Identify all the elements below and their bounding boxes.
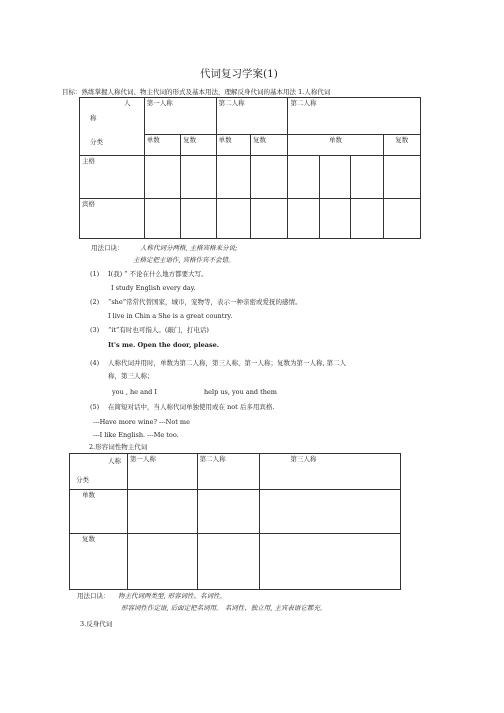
row-label-plural: 复数 [70,534,128,590]
corner-header [70,454,128,490]
table-cell [181,156,216,199]
table-cell [383,199,420,239]
rule-number: (5) [90,403,100,411]
rule-text: 人称代词并用时，单数为第二人称，第三人称，第一人称；复数为第一人称, 第二人 [108,359,347,367]
table-cell [144,199,180,239]
usage-line1: 人称代词分两格, 主格宾格来分说; [140,244,238,252]
table-cell [260,490,401,534]
table-cell [197,534,260,590]
corner-bottom-label: 分类 [90,138,103,146]
rule-number: (2) [90,298,100,306]
header-singular: 单数 [288,135,383,156]
possessive-adjective-table [69,453,401,590]
table-cell [216,199,250,239]
usage2-label: 用法口诀： [77,592,110,600]
header-person1: 第一人称 [144,98,216,135]
table-cell [144,156,180,199]
table-cell [127,534,197,590]
header-person3: 第三人称 [260,454,401,490]
usage-label: 用法口诀： [91,244,124,252]
rule-text: 在简短对话中，当人称代词单独使用或在 not 后多用宾格. [108,403,275,411]
rule-example-b: help us, you and them [204,388,277,396]
rule-number: (1) [90,270,100,278]
table-cell [319,199,350,239]
table-cell [288,156,319,199]
usage2-line2: 形容词性作定语, 后面定把名词用。 名词性、独立用, 主宾表语它都充。 [121,604,327,612]
usage-line2: 主格定把主语作, 宾格作宾不会错。 [133,256,235,264]
rule-text-continued: 称，第三人称； [108,372,154,380]
rule-text: I(我) ” 不论在什么地方都要大写。 [108,270,208,278]
rule-text: “it”有时也可指人。(敲门，打电话) [108,326,209,334]
header-singular: 单数 [144,135,180,156]
rule-example: It's me. Open the door, please. [108,341,220,349]
usage2-line1: 物主代词两类型, 形容词性、名词性。 [118,592,227,600]
table-cell [197,490,260,534]
rule-example: I live in Chin a She is a great country. [108,312,233,320]
objective-text: 目标：熟练掌握人称代词、物主代词的形式及基本用法，理解反身代词的基本用法 1.人称代词 [62,88,331,96]
dialog-line: ---I like English. ---Me too. [93,431,179,439]
corner-header [80,98,145,156]
table-cell [351,156,383,199]
table-cell [260,534,401,590]
table-cell [216,156,250,199]
table-cell [251,156,288,199]
section-heading: 2.形容词性物主代词 [89,443,148,451]
header-person1: 第一人称 [127,454,197,490]
table-cell [251,199,288,239]
table-cell [319,156,350,199]
rule-example-a: you , he and I [112,388,157,396]
table-cell [351,199,383,239]
table-cell [181,199,216,239]
table-cell [288,199,319,239]
table-cell [383,156,420,199]
dialog-line: ---Have more wine? ---Not me [93,418,190,426]
header-person3: 第二人称 [288,98,421,135]
corner-bottom-label: 分类 [76,476,89,484]
rule-example: I study English every day. [111,284,196,292]
row-label-subject: 主格 [80,156,145,199]
header-plural: 复数 [383,135,420,156]
table-cell [127,490,197,534]
rule-number: (3) [90,326,100,334]
section-heading: 3.反身代词 [80,620,113,628]
header-singular: 单数 [216,135,250,156]
header-plural: 复数 [251,135,288,156]
corner-mid-label: 称 [90,114,97,122]
rule-number: (4) [90,359,100,367]
corner-top-label: 人 [124,99,131,107]
header-person2: 第二人称 [197,454,260,490]
page-title: 代词复习学案(1) [200,68,278,80]
corner-top-label: 人称 [108,457,121,465]
personal-pronoun-table [79,97,421,239]
row-label-singular: 单数 [70,490,128,534]
header-plural: 复数 [181,135,216,156]
header-person2: 第二人称 [216,98,288,135]
row-label-object: 宾格 [80,199,145,239]
rule-text: “she”常常代替国家，城市，宠物等，表示一种亲密或爱抚的感情。 [108,298,302,306]
